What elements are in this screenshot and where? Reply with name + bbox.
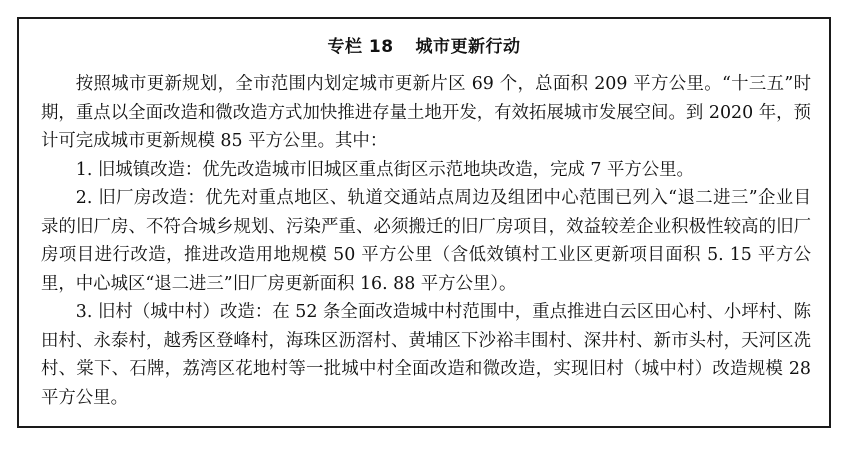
item-old-factory: 2. 旧厂房改造：优先对重点地区、轨道交通站点周边及组团中心范围已列入“退二进三”企业目录的旧厂房、不符合城乡规划、污染严重、必须搬迁的旧厂房项目，效益较差企业积极性较高的旧厂房项目进行改造，推进改造用地规模 50 平方公里（含低效镇村工业区更新项目面积 5. 15 平方公里，中心城区“退二进三”旧厂房更新面积 16. 88 平方公里）。 xyxy=(41,188,811,294)
box-body xyxy=(41,70,811,412)
box-title-text: 城市更新行动 xyxy=(415,37,521,57)
box-title xyxy=(19,36,829,58)
item-old-town: 1. 旧城镇改造：优先改造城市旧城区重点街区示范地块改造，完成 7 平方公里。 xyxy=(75,159,694,180)
box-title-label: 专栏 18 xyxy=(327,37,394,57)
intro-paragraph: 按照城市更新规划，全市范围内划定城市更新片区 69 个，总面积 209 平方公里。“十三五”时期，重点以全面改造和微改造方式加快推进存量土地开发，有效拓展城市发展空间。到 2020 年，预计可完成城市更新规模 85 平方公里。其中： xyxy=(41,74,811,151)
item-old-village: 3. 旧村（城中村）改造：在 52 条全面改造城中村范围中，重点推进白云区田心村、小坪村、陈田村、永泰村，越秀区登峰村，海珠区沥滘村、黄埔区下沙裕丰围村、深井村、新市头村，天河区冼村、棠下、石牌，荔湾区花地村等一批城中村全面改造和微改造，实现旧村（城中村）改造规模 28 平方公里。 xyxy=(41,302,811,408)
column-box xyxy=(17,17,831,428)
